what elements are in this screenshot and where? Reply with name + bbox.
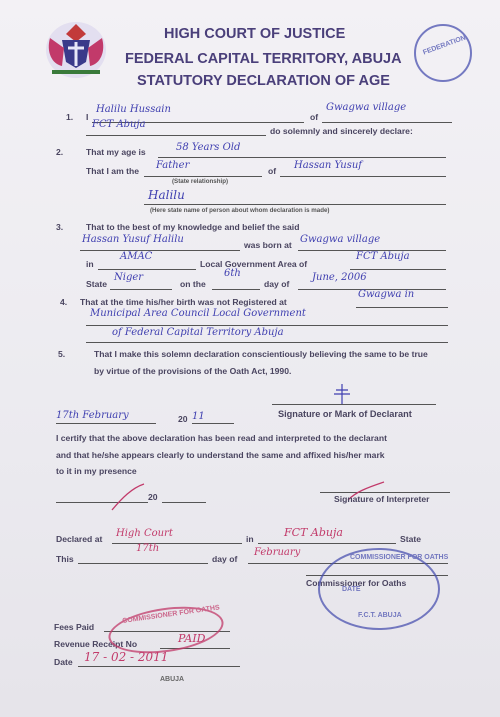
declared-place: FCT Abuja	[284, 526, 343, 539]
reg-place-3: of Federal Capital Territory Abuja	[112, 327, 284, 338]
title-fct: FEDERAL CAPITAL TERRITORY, ABUJA	[125, 51, 402, 67]
declarant-age: 58 Years Old	[176, 142, 241, 153]
declarant-name: Halilu Hussain	[96, 104, 171, 115]
signature-mark-label: Signature or Mark of Declarant	[278, 409, 412, 419]
person-name: Hassan Yusuf	[294, 160, 362, 171]
item-1-number: 1.	[66, 112, 74, 122]
state-label: State	[86, 279, 108, 289]
person-name-cont: Halilu	[148, 188, 185, 202]
item-3-number: 3.	[56, 222, 64, 232]
certify-date-scribble	[108, 480, 148, 514]
state-value: Niger	[114, 272, 144, 283]
born-label: was born at	[244, 240, 292, 250]
year-prefix: 20	[178, 414, 188, 424]
certify-year-label: 20	[148, 492, 158, 502]
born-place: Gwagwa village	[300, 234, 381, 245]
person-note: (Here state name of person about whom declaration is made)	[150, 207, 330, 214]
reg-place-line	[356, 307, 448, 308]
relationship-note: (State relationship)	[172, 178, 229, 185]
village-line	[322, 122, 452, 123]
lga-state-line	[350, 269, 446, 270]
solemn-text-1: That I make this solemn declaration conscientiously believing the same to be true	[94, 349, 428, 359]
this-label: This	[56, 554, 74, 564]
solemn-text-2: by virtue of the provisions of the Oath Act, 1990.	[94, 366, 292, 376]
declared-state-label: State	[400, 534, 422, 544]
relationship-line	[144, 176, 262, 177]
declared-day-of-label: day of	[212, 554, 238, 564]
stamp-text: FEDERATION	[422, 34, 467, 57]
interpreter-label: Signature of Interpreter	[334, 494, 430, 504]
title-high-court: HIGH COURT OF JUSTICE	[164, 26, 346, 42]
lga-value: AMAC	[120, 251, 153, 262]
court-line	[112, 543, 242, 544]
stamp-fct-abuja: F.C.T. ABUJA	[358, 612, 402, 619]
item-2-number: 2.	[56, 147, 64, 157]
state-line	[110, 289, 172, 290]
declared-day: 17th	[136, 543, 160, 554]
year-line	[192, 423, 234, 424]
place-line	[86, 135, 266, 136]
declared-day-line	[78, 563, 208, 564]
certify-text-1: I certify that the above declaration has been read and interpreted to the declarant	[56, 433, 387, 443]
on-the-label: on the	[180, 279, 206, 289]
person-line	[280, 176, 446, 177]
declared-in-label: in	[246, 534, 254, 544]
declarant-village: Gwagwa village	[326, 102, 407, 113]
declaration-date: 17th February	[56, 410, 129, 421]
of-label-2: of	[268, 166, 277, 176]
coat-of-arms-logo	[40, 18, 112, 82]
child-name: Hassan Yusuf Halilu	[82, 234, 184, 245]
title-declaration: STATUTORY DECLARATION OF AGE	[137, 73, 390, 89]
item-5-number: 5.	[58, 349, 66, 359]
declarant-sign-line	[272, 404, 436, 405]
item-1-prefix: I	[86, 112, 89, 122]
day-line	[212, 289, 260, 290]
declared-place-line	[258, 543, 396, 544]
lga-state: FCT Abuja	[356, 251, 410, 262]
fees-date-label: Date	[54, 657, 73, 667]
declarant-thumb-mark	[330, 382, 354, 406]
declared-at-label: Declared at	[56, 534, 103, 544]
commissioner-stamp	[318, 548, 449, 630]
relationship-label: That I am the	[86, 166, 140, 176]
birth-month-year: June, 2006	[312, 272, 367, 283]
solemn-declare-text: do solemnly and sincerely declare:	[270, 126, 413, 136]
person-cont-line	[144, 204, 446, 205]
declarant-place: FCT Abuja	[92, 119, 146, 130]
reg-place-line-3	[86, 342, 448, 343]
receipt-value: PAID	[178, 632, 206, 645]
declared-court: High Court	[116, 528, 173, 539]
child-name-line	[80, 250, 240, 251]
day-of-label: day of	[264, 279, 290, 289]
year-value: 11	[192, 411, 205, 422]
reg-place-1: Gwagwa in	[358, 289, 415, 300]
declared-month: February	[254, 547, 301, 558]
date-line	[56, 423, 156, 424]
stamp-date-label: DATE	[342, 586, 361, 593]
certify-text-2: and that he/she appears clearly to understand the same and affixed his/her mark	[56, 450, 385, 460]
fees-date-value: 17 - 02 - 2011	[84, 650, 169, 664]
certify-text-3: to it in my presence	[56, 466, 137, 476]
fees-abuja: ABUJA	[160, 676, 185, 683]
federation-stamp	[414, 24, 472, 82]
belief-text: That to the best of my knowledge and belief the said	[86, 222, 300, 232]
age-label: That my age is	[86, 147, 146, 157]
reg-place-2: Municipal Area Council Local Government	[90, 308, 306, 319]
not-registered-text: That at the time his/her birth was not Registered at	[80, 297, 287, 307]
commissioner-label: Commissioner for Oaths	[306, 578, 407, 588]
lga-label: Local Government Area of	[200, 259, 308, 269]
age-line	[158, 157, 446, 158]
reg-place-line-2	[86, 325, 448, 326]
in-label: in	[86, 259, 94, 269]
fees-stamp-text: COMMISSIONER FOR OATHS	[121, 604, 221, 625]
of-label: of	[310, 112, 319, 122]
fees-paid-label: Fees Paid	[54, 622, 95, 632]
item-4-number: 4.	[60, 297, 68, 307]
receipt-label: Revenue Receipt No	[54, 639, 138, 649]
relationship-value: Father	[156, 160, 190, 171]
fees-date-line	[78, 666, 240, 667]
stamp-commissioner-top: COMMISSIONER FOR OATHS	[350, 554, 449, 561]
certify-year-line	[162, 502, 206, 503]
lga-line	[98, 269, 196, 270]
birth-day: 6th	[224, 268, 241, 279]
